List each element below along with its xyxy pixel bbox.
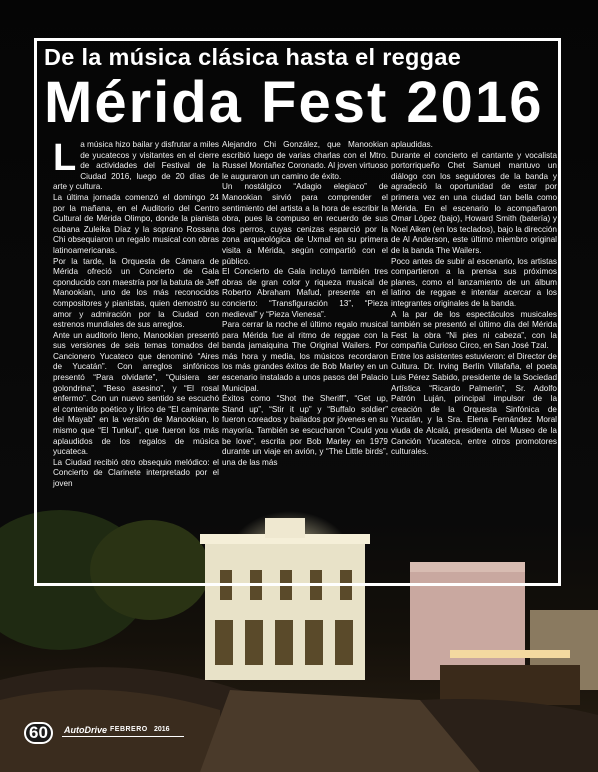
paragraph: Un nostálgico “Adagio elegiaco” de Manookian sirvió para comprender el sentimiento del artista a la hora de escribir la obra, pues la compuso en recuerdo de sus dos perros, cuyas cenizas esparció por la zona arqueológica de Uxmal en su primera visita a Mérida, según compartió con el público. [222, 182, 388, 266]
issue-year: 2016 [154, 726, 170, 733]
drop-cap: L [53, 137, 77, 179]
paragraph: aplaudidas. [391, 140, 433, 149]
footer-divider [62, 736, 184, 737]
paragraph: Poco antes de subir al escenario, los artistas compartieron a la prensa sus próximos planes, como el lanzamiento de un álbum latino de reggae e intentar acercar a los integrantes originales de la banda. [391, 256, 557, 308]
paragraph: Ante un auditorio lleno, Manookian presentó sus versiones de seis temas tomados del Cancionero Yucateco que denominó “Aires de Yucatán”. Con arreglos sinfónicos presentó “Para olvidarte”, “Quisiera ser golondrina”, “Beso asesino”, y “El rosal enfermo”. Con un nuevo sentido se escuchó el contenido poético y lírico de “El caminante del Mayab” en la versión de Manookian, lo mismo que “El Tunkul”, que fueron los más aplaudidos de los regalos de música yucateca. [53, 330, 219, 457]
paragraph: Para cerrar la noche el último regalo musical para Mérida fue al ritmo de reggae con la banda jamaiquina The Original Wailers. Por más hora y media, los músicos recordaron los más grandes éxitos de Bob Marley en un escenario instalado a unos pasos del Palacio Municipal. [222, 320, 388, 393]
paragraph: El Concierto de Gala incluyó también tres obras de gran color y riqueza musical de Roberto Abraham Mafud, presente en el concierto: “Transfiguración 13”, “Pieza medieval” y “Pieza Vienesa”. [222, 267, 388, 319]
building-right [410, 570, 525, 680]
issue-month: FEBRERO [110, 726, 148, 733]
stage-lights [450, 650, 570, 658]
page-footer [24, 722, 174, 742]
magazine-logo: AutoDrive [64, 725, 108, 735]
article-column-2 [222, 140, 388, 468]
paragraph: Alejandro Chi González, que Manookian escribió luego de varias charlas con el Mtro. Russel Montañez Coronado. Al joven virtuoso le auguraron un camino de éxito. [222, 140, 388, 181]
paragraph: La Ciudad recibió otro obsequio melódico: el Concierto de Clarinete interpretado por el joven [53, 457, 219, 488]
paragraph: La última jornada comenzó el domingo 24 por la mañana, en el Auditorio del Centro Cultural de Mérida Olimpo, donde la pianista cubana Zuleika Díaz y la soprano Rossana Chi obsequiaron un regalo musical con obras latinoamericanas. [53, 192, 219, 255]
article-column-1 [53, 137, 220, 490]
article-column-3 [391, 140, 557, 458]
paragraph: Durante el concierto el cantante y vocalista portorriqueño Chet Samuel mantuvo un diálogo con los seguidores de la banda y agradeció la oportunidad de estar por primera vez en una ciudad tan bella como Mérida. En el escenario lo acompañaron Omar López (bajo), Howard Smith (batería) y Noel Aiken (en los teclados), bajo la dirección de Al Anderson, este último miembro original de la banda The Wailers. [391, 150, 557, 255]
article-title: Mérida Fest 2016 [44, 70, 544, 135]
stage [440, 665, 580, 705]
paragraph: Entre los asistentes estuvieron: el Director de Cultura. Dr. Irving Berlín Villafaña, el poeta Luis Pérez Sabido, presidente de la Sociedad Artística “Ricardo Palmerín”, Sr. Adolfo Patrón Luján, principal impulsor de la creación de la Orquesta Sinfónica de Yucatán, y la Sra. Elena Fernández Moral viuda de Alcalá, presidenta del Museo de la Canción Yucateca, entre otros promotores culturales. [391, 351, 557, 457]
page-number: 60 [24, 722, 53, 744]
paragraph: Éxitos como “Shot the Sheriff”, “Get up, Stand up”, “Stir it up” y “Buffalo soldier” fueron coreados y bailados por jóvenes en su mayoría. También se escucharon “Could you be love”, escrita por Bob Marley en 1979 durante un viaje en avión, y “The Little birds”, una de las más [222, 394, 388, 467]
article-subtitle: De la música clásica hasta el reggae [44, 44, 462, 70]
paragraph: A la par de los espectáculos musicales también se presentó el último día del Mérida Fest la obra “Ni pies ni cabeza”, con la compañía Curioso Circo, en San José Tzal. [391, 309, 557, 351]
paragraph: Por la tarde, la Orquesta de Cámara de Mérida ofreció un Concierto de Gala cponducido con maestría por la batuta de Jeff Manookian, uno de los más reconocidos compositores y pianistas, quien demostró su amor y admiración por la Ciudad con estrenos mundiales de sus arreglos. [53, 256, 219, 330]
paragraph: La música hizo bailar y disfrutar a miles de yucatecos y visitantes en el cierre de actividades del Festival de la Ciudad 2016, luego de 20 días de arte y cultura. [53, 137, 220, 192]
